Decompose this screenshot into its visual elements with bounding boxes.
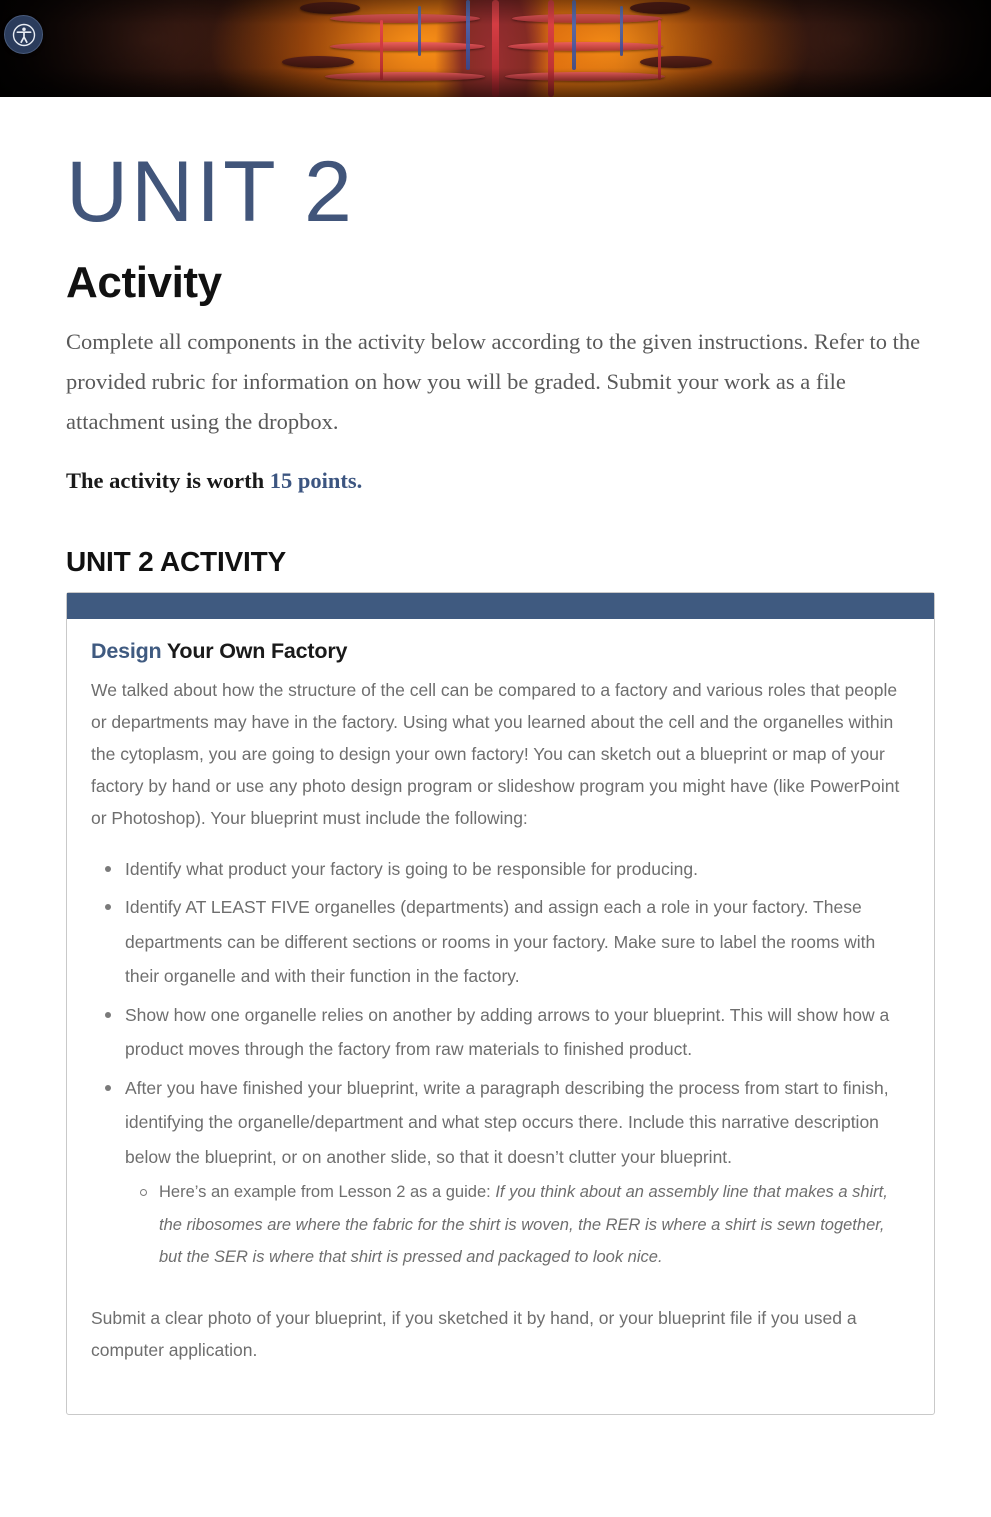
list-item-text: Show how one organelle relies on another by adding arrows to your blueprint. This will show how a product moves through the factory from raw materials to finished product. xyxy=(125,1004,890,1060)
card-header-bar xyxy=(67,593,934,619)
list-item xyxy=(125,998,910,1067)
list-item xyxy=(125,852,910,886)
card-closing-paragraph: Submit a clear photo of your blueprint, if you sketched it by hand, or your blueprint file if you used a computer application. xyxy=(91,1308,857,1361)
points-prefix: The activity is worth xyxy=(66,467,270,493)
list-item-text: After you have finished your blueprint, write a paragraph describing the process from start to finish, identifying the organelle/department and what step occurs there. Include this narrative description below the blueprint, or on another slide, so that it doesn’t clutter your blueprint. xyxy=(125,1077,889,1167)
spacer xyxy=(91,1280,910,1302)
unit-title: UNIT 2 xyxy=(66,144,355,240)
sub-list-item-example: If you think about an assembly line that makes a shirt, the ribosomes are where the fabric for the shirt is woven, the RER is where a shirt is sewn together, but the SER is where that shirt is pressed and packaged to look nice. xyxy=(159,1183,888,1267)
hero-banner-image xyxy=(0,0,991,97)
banner-vignette xyxy=(0,0,991,97)
card-title-accent: Design xyxy=(91,638,162,663)
card-intro-paragraph: We talked about how the structure of the cell can be compared to a factory and various roles that people or departments may have in the factory. Using what you learned about the cell and the organelles within the cytoplasm, you are going to design your own factory! You can sketch out a blueprint or map of your factory by hand or use any photo design program or slideshow program you might have (like PowerPoint or Photoshop). Your blueprint must include the following: xyxy=(91,679,900,828)
main-content xyxy=(0,144,991,1415)
card-title xyxy=(91,639,910,664)
list-item xyxy=(125,890,910,993)
activity-card xyxy=(66,592,935,1415)
example-sublist xyxy=(125,1176,910,1274)
intro-paragraph: Complete all components in the activity below according to the given instructions. Refer to the provided rubric for information on how you will be graded. Submit your work as a file attachment using the dropbox. xyxy=(66,328,921,434)
activity-requirements-list xyxy=(91,852,910,1274)
accessibility-options-button[interactable] xyxy=(4,15,43,54)
sub-list-item-text: Here’s an example from Lesson 2 as a guide: xyxy=(159,1183,496,1202)
points-statement xyxy=(66,468,935,494)
page-title: Activity xyxy=(66,258,222,308)
accessibility-person-icon xyxy=(12,23,36,47)
list-item-text: Identify what product your factory is going to be responsible for producing. xyxy=(125,858,698,879)
list-item xyxy=(125,1071,910,1274)
points-value: 15 points. xyxy=(269,467,363,493)
card-body xyxy=(67,619,934,1414)
section-heading: UNIT 2 ACTIVITY xyxy=(66,545,286,577)
card-title-rest: Your Own Factory xyxy=(161,638,348,663)
list-item-text: Identify AT LEAST FIVE organelles (departments) and assign each a role in your factory. These departments can be different sections or rooms in your factory. Make sure to label the rooms with their organelle and with their function in the factory. xyxy=(125,897,876,987)
sub-list-item xyxy=(159,1176,910,1274)
